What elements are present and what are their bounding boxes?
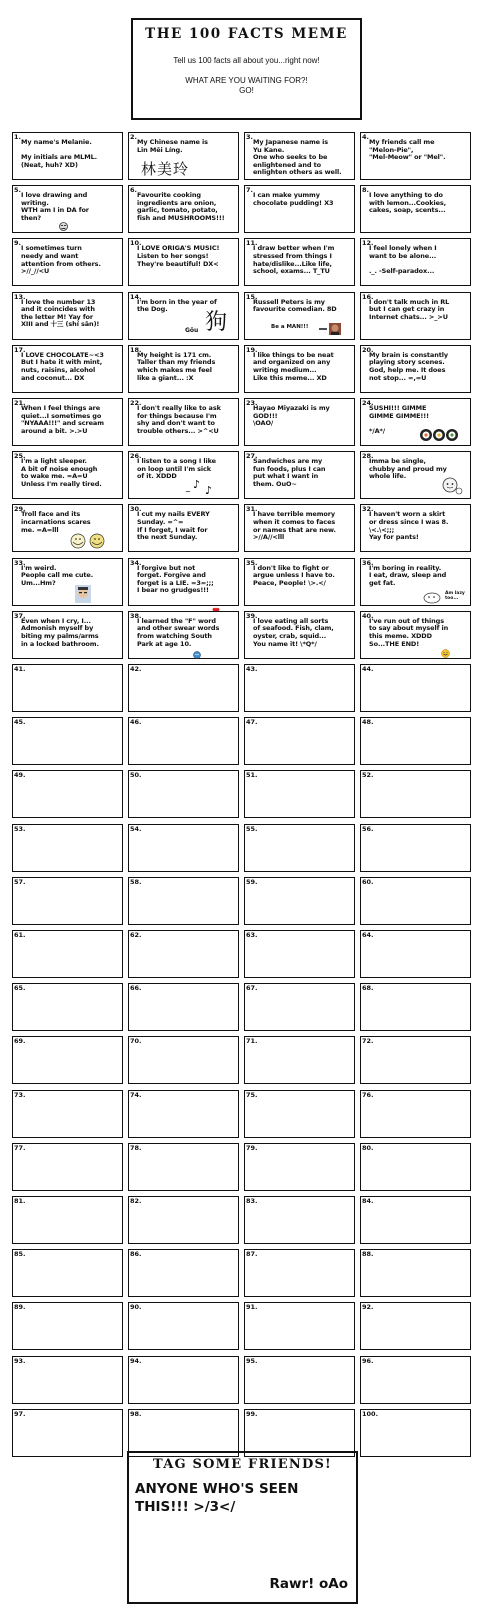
footer-title: TAG SOME FRIENDS!: [153, 1457, 332, 1472]
fact-cell: [128, 770, 239, 818]
fact-number: 68.: [362, 984, 374, 993]
fact-cell: [244, 1302, 355, 1350]
svg-text:♪: ♪: [205, 484, 213, 498]
comedian-photo-icon: [319, 320, 341, 339]
fact-cell: [360, 558, 471, 606]
svg-text:~: ~: [185, 488, 191, 497]
fact-cell: [360, 292, 471, 340]
fact-cell: [360, 132, 471, 180]
fact-number: 81.: [14, 1197, 26, 1205]
fact-text: I haven't worn a skirt or dress since I was 8. \<.\<;;; Yay for pants!: [369, 510, 449, 542]
fact-cell: [360, 1196, 471, 1244]
fact-cell: [360, 1249, 471, 1297]
fact-number: 66.: [130, 984, 142, 993]
fact-text: I like things to be neat and organized on any writing medium... Like this meme... XD: [253, 350, 334, 382]
fact-cell: [244, 770, 355, 818]
fact-cell: [244, 1196, 355, 1244]
fact-number: 5.: [14, 186, 21, 195]
fact-number: 14.: [130, 292, 142, 301]
fact-number: 91.: [246, 1303, 258, 1312]
fact-cell: [128, 185, 239, 233]
fact-cell: [128, 1143, 239, 1191]
fact-cell: [12, 770, 123, 818]
fact-cell: [12, 345, 123, 393]
fact-cell: [360, 398, 471, 446]
header-instruction: Tell us 100 facts all about you...right now!: [173, 56, 320, 65]
fact-cell: [12, 1409, 123, 1457]
fact-number: 42.: [130, 665, 142, 673]
fact-number: 51.: [246, 771, 258, 780]
fact-number: 25.: [14, 452, 26, 461]
fact-text: I don't really like to ask for things because I'm shy and don't want to trouble others... >^<U: [137, 404, 221, 435]
fact-text: Even when I cry, I... Admonish myself by biting my palms/arms in a locked bathroom.: [21, 616, 99, 648]
fact-number: 44.: [362, 665, 374, 673]
fact-number: 3.: [246, 133, 253, 141]
fact-text: I'm born in the year of the Dog.: [137, 297, 217, 314]
fact-number: 85.: [14, 1250, 26, 1259]
fact-text: My Japanese name is Yu Kane. One who seeks to be enlightened and to enlighten others as well.: [253, 138, 342, 177]
fact-text: Russell Peters is my favourite comedian. 8D: [253, 297, 337, 314]
fact-number: 16.: [362, 292, 374, 301]
fact-cell: [128, 132, 239, 180]
meme-header: [131, 18, 362, 120]
fact-cell: [244, 1090, 355, 1138]
fact-number: 70.: [130, 1037, 142, 1046]
svg-text:♪: ♪: [193, 478, 201, 492]
fact-number: 27.: [246, 452, 258, 461]
fact-cell: [360, 1090, 471, 1138]
fact-cell: [360, 611, 471, 659]
fact-text: Favourite cooking ingredients are onion, garlic, tomato, potato, fish and MUSHROOMS!!!: [137, 191, 225, 222]
fact-number: 18.: [130, 345, 142, 354]
fact-cell: [360, 504, 471, 552]
fact-cell: [244, 558, 355, 606]
fact-number: 86.: [130, 1250, 142, 1259]
fact-number: 48.: [362, 718, 374, 727]
fact-number: 71.: [246, 1037, 258, 1046]
fact-cell: [12, 292, 123, 340]
music-notes-icon: [185, 476, 221, 500]
fact-number: 30.: [130, 505, 142, 514]
fact-text: My Chinese name is Lin Mĕi Líng.: [137, 138, 208, 154]
fact-cell: [128, 1302, 239, 1350]
fact-cell: [128, 1196, 239, 1244]
fact-number: 24.: [362, 399, 374, 407]
fact-number: 96.: [362, 1356, 374, 1365]
fact-cell: [128, 398, 239, 446]
fact-number: 84.: [362, 1197, 374, 1205]
fact-cell: [128, 1356, 239, 1404]
fact-number: 22.: [130, 399, 142, 407]
fact-text: I'm weird. People call me cute. Um...Hm?: [21, 563, 94, 587]
fact-number: 6.: [130, 186, 137, 195]
fact-cell: [244, 504, 355, 552]
fact-cell: [128, 1409, 239, 1457]
fact-text: My name's Melanie. My initials are MLML. (Neat, huh? XD): [21, 138, 97, 169]
fact-cell: [360, 930, 471, 978]
fact-cell: [244, 983, 355, 1031]
fact-text: I'm a light sleeper. A bit of noise enough to wake me. =A=U Unless I'm really tired.: [21, 457, 102, 488]
fact-number: 97.: [14, 1409, 26, 1418]
fact-number: 54.: [130, 824, 142, 833]
dog-character: 狗: [205, 309, 228, 335]
fact-number: 43.: [246, 665, 258, 673]
fact-cell: [12, 877, 123, 925]
fact-number: 17.: [14, 345, 26, 354]
fact-cell: [12, 1356, 123, 1404]
fact-text: Sandwiches are my fun foods, plus I can put what I want in them. OuO~: [253, 457, 326, 488]
fact-text: I've run out of things to say about myself in this meme. XDDD So...THE END!: [369, 616, 449, 648]
fact-cell: [360, 185, 471, 233]
fact-number: 50.: [130, 771, 142, 780]
fact-cell: [12, 1143, 123, 1191]
fact-number: 56.: [362, 824, 374, 833]
fact-cell: [360, 1409, 471, 1457]
fact-number: 31.: [246, 505, 258, 514]
fact-number: 62.: [130, 931, 142, 939]
fact-cell: [244, 1356, 355, 1404]
fact-number: 58.: [130, 877, 142, 886]
fact-number: 12.: [362, 239, 374, 248]
fact-number: 99.: [246, 1409, 258, 1418]
fact-number: 60.: [362, 877, 374, 886]
fact-text: I listen to a song I like on loop until I'm sick of it. XDDD: [137, 457, 216, 481]
fact-text: I cut my nails EVERY Sunday. =^= If I forget, I wait for the next Sunday.: [137, 510, 210, 542]
fact-cell: [360, 717, 471, 765]
fact-number: 87.: [246, 1250, 258, 1259]
fact-number: 13.: [14, 292, 26, 301]
fact-cell: [12, 1249, 123, 1297]
fact-cell: [244, 664, 355, 712]
fact-cell: [244, 398, 355, 446]
fact-number: 39.: [246, 611, 258, 620]
fact-number: 40.: [362, 611, 374, 620]
fact-text: I love eating all sorts of seafood. Fish, clam, oyster, crab, squid... You name it! \*Q*/: [253, 616, 334, 648]
fact-number: 26.: [130, 452, 142, 461]
fact-cell: [128, 504, 239, 552]
fact-text: When I feel things are quiet...I sometimes go "NYAAA!!!" and scream around a bit. >.>U: [21, 404, 104, 435]
fact-cell: [244, 877, 355, 925]
fact-text: I love the number 13 and it coincides with the letter M! Yay for XIII and 十三 (shí sān)!: [21, 297, 100, 329]
fact-cell: [12, 558, 123, 606]
fact-number: 33.: [14, 558, 26, 567]
fact-number: 90.: [130, 1303, 142, 1312]
fact-text: I LOVE CHOCOLATE~<3 But I hate it with mint, nuts, raisins, alcohol and coconut... DX: [21, 350, 104, 382]
fact-text: I don't talk much in RL but I can get crazy in Internet chats... >_>U: [369, 297, 450, 321]
fact-cell: [360, 664, 471, 712]
fact-cell: [128, 238, 239, 286]
fact-number: 41.: [14, 665, 26, 673]
footer-body: ANYONE WHO'S SEEN THIS!!! >/3</: [135, 1481, 299, 1515]
fact-cell: [12, 930, 123, 978]
south-park-icon: [193, 644, 201, 663]
fact-number: 75.: [246, 1090, 258, 1099]
fact-cell: [244, 930, 355, 978]
fact-number: 89.: [14, 1303, 26, 1312]
fact-cell: [12, 504, 123, 552]
fact-cell: [12, 451, 123, 499]
fact-cell: [244, 1409, 355, 1457]
lazy-blob-icon: [423, 589, 443, 608]
fact-number: 73.: [14, 1090, 26, 1099]
fact-cell: [12, 983, 123, 1031]
cute-face-photo-icon: [75, 585, 91, 607]
fact-cell: [128, 664, 239, 712]
fact-number: 98.: [130, 1409, 142, 1418]
fact-number: 67.: [246, 984, 258, 993]
fact-text: I love drawing and writing. WTH am I in DA for then?: [21, 191, 89, 222]
fact-text: I LOVE ORIGA'S MUSIC! Listen to her songs! They're beautiful! DX<: [137, 244, 220, 268]
fact-number: 52.: [362, 771, 374, 780]
fact-number: 83.: [246, 1197, 258, 1205]
fact-number: 92.: [362, 1303, 374, 1312]
fact-cell: [360, 877, 471, 925]
fact-number: 20.: [362, 345, 374, 354]
fact-number: 32.: [362, 505, 374, 514]
fact-cell: [12, 398, 123, 446]
fact-cell: [128, 611, 239, 659]
fact-cell: [128, 717, 239, 765]
fact-number: 29.: [14, 505, 26, 514]
chinese-name-glyphs: 林美玲: [141, 160, 190, 178]
troll-face-icon: [69, 533, 109, 553]
fact-text: I have terrible memory when it comes to faces or names that are new. >//A//<lll: [253, 510, 336, 542]
fact-number: 1.: [14, 133, 21, 141]
fact-number: 57.: [14, 877, 26, 886]
fact-text: Hayao Miyazaki is my GOD!!! \OAO/: [253, 404, 330, 428]
fact-number: 21.: [14, 399, 26, 407]
fact-cell: [244, 345, 355, 393]
fact-cell: [12, 238, 123, 286]
fact-number: 61.: [14, 931, 26, 939]
fact-number: 65.: [14, 984, 26, 993]
fact-number: 63.: [246, 931, 258, 939]
fact-cell: [244, 238, 355, 286]
fact-number: 23.: [246, 399, 258, 407]
fact-cell: [128, 1036, 239, 1084]
fact-number: 59.: [246, 877, 258, 886]
fact-cell: [128, 983, 239, 1031]
fact-number: 8.: [362, 186, 369, 195]
fact-number: 95.: [246, 1356, 258, 1365]
fact-number: 35.: [246, 558, 258, 567]
fact-text: Imma be single, chubby and proud my whole life.: [369, 457, 447, 481]
fact-number: 7.: [246, 186, 253, 195]
fact-text: I love anything to do with lemon...Cookies, cakes, soap, scents...: [369, 191, 447, 215]
fact-text: My height is 171 cm. Taller than my friends which makes me feel like a giant... :X: [137, 350, 216, 382]
fact-number: 36.: [362, 558, 374, 567]
fact-cell: [128, 558, 239, 606]
fact-cell: [12, 1036, 123, 1084]
fact-cell: [244, 611, 355, 659]
fact-text: My brain is constantly playing story scenes. God, help me. It does not stop... =,=U: [369, 350, 448, 382]
fact-number: 88.: [362, 1250, 374, 1259]
fact-cell: [244, 1249, 355, 1297]
meme-title: THE 100 FACTS MEME: [145, 26, 348, 42]
fact-text: Troll face and its incarnations scares me. =A=lll: [21, 510, 91, 534]
fact-cell: [12, 611, 123, 659]
grumpy-face-icon: [59, 216, 68, 235]
fact-number: 19.: [246, 345, 258, 354]
fact-cell: [12, 1196, 123, 1244]
fact-number: 74.: [130, 1090, 142, 1099]
fact-cell: [244, 292, 355, 340]
fact-number: 77.: [14, 1143, 26, 1152]
chubby-blob-icon: [441, 476, 463, 500]
fact-number: 82.: [130, 1197, 142, 1205]
fact-cell: [12, 824, 123, 872]
fact-cell: [244, 185, 355, 233]
fact-cell: [12, 132, 123, 180]
fact-cell: [244, 132, 355, 180]
fact-number: 28.: [362, 452, 374, 461]
be-a-man-caption: Be a MAN!!!: [271, 323, 309, 330]
fact-number: 4.: [362, 133, 369, 141]
fact-text: I feel lonely when I want to be alone... ._. -Self-paradox...: [369, 244, 437, 276]
dog-pinyin: Gǒu: [185, 326, 199, 334]
fact-text: I'm boring in reality. I eat, draw, sleep and get fat.: [369, 563, 447, 587]
smiley-icon: [441, 643, 450, 662]
fact-cell: [128, 292, 239, 340]
fact-cell: [360, 983, 471, 1031]
fact-text: I forgive but not forget. Forgive and forget is a LIE. =3=;;; I bear no grudges!!!: [137, 563, 214, 595]
fact-number: 55.: [246, 824, 258, 833]
fact-cell: [244, 1143, 355, 1191]
fact-cell: [360, 824, 471, 872]
fact-cell: [360, 1143, 471, 1191]
fact-cell: [360, 451, 471, 499]
fact-cell: [360, 345, 471, 393]
header-callout: WHAT ARE YOU WAITING FOR?! GO!: [185, 76, 308, 95]
lazy-caption: Am lazy too...: [445, 590, 465, 601]
fact-text: My friends call me "Melon-Pie", "Mel-Meow" or "Mel".: [369, 138, 446, 162]
fact-cell: [128, 1090, 239, 1138]
fact-cell: [360, 238, 471, 286]
fact-cell: [128, 930, 239, 978]
fact-number: 46.: [130, 718, 142, 727]
fact-number: 11.: [246, 239, 258, 248]
fact-cell: [128, 345, 239, 393]
fact-number: 93.: [14, 1356, 26, 1365]
fact-number: 38.: [130, 611, 142, 620]
fact-number: 80.: [362, 1143, 374, 1152]
fact-number: 79.: [246, 1143, 258, 1152]
fact-cell: [244, 717, 355, 765]
fact-cell: [128, 824, 239, 872]
fact-text: I draw better when I'm stressed from things I hate/dislike...Like life, school, exams... T_TU: [253, 244, 335, 276]
fact-number: 100.: [362, 1409, 379, 1418]
fact-cell: [244, 451, 355, 499]
fact-number: 72.: [362, 1037, 374, 1046]
fact-cell: [12, 717, 123, 765]
fact-number: 94.: [130, 1356, 142, 1365]
fact-number: 64.: [362, 931, 374, 939]
fact-cell: [244, 824, 355, 872]
fact-cell: [12, 185, 123, 233]
fact-cell: [360, 1302, 471, 1350]
fact-cell: [12, 1090, 123, 1138]
fact-cell: [12, 664, 123, 712]
fact-number: 76.: [362, 1090, 374, 1099]
fact-cell: [360, 770, 471, 818]
sushi-icon: [419, 427, 459, 446]
fact-number: 2.: [130, 133, 137, 141]
fact-text: I don't like to fight or argue unless I have to. Peace, People! \>.</: [253, 563, 335, 587]
fact-cell: [128, 1249, 239, 1297]
fact-text: SUSHI!!! GIMME GIMME GIMME!!! */A*/: [369, 404, 430, 435]
fact-cell: [128, 451, 239, 499]
fact-cell: [12, 1302, 123, 1350]
fact-number: 15.: [246, 292, 258, 301]
fact-number: 78.: [130, 1143, 142, 1152]
fact-cell: [360, 1356, 471, 1404]
footer-signature: Rawr! oAo: [269, 1576, 348, 1592]
fact-text: I can make yummy chocolate pudding! X3: [253, 191, 334, 207]
meme-footer: [127, 1451, 358, 1604]
fact-cell: [244, 1036, 355, 1084]
fact-text: I learned the "F" word and other swear words from watching South Park at age 10.: [137, 616, 220, 648]
fact-number: 37.: [14, 611, 26, 620]
fact-number: 9.: [14, 239, 21, 248]
fact-text: I sometimes turn needy and want attention from others. >//_//<U: [21, 244, 101, 276]
fact-number: 69.: [14, 1037, 26, 1046]
fact-number: 53.: [14, 824, 26, 833]
fact-number: 45.: [14, 718, 26, 727]
fact-cell: [128, 877, 239, 925]
fact-number: 49.: [14, 771, 26, 780]
fact-number: 10.: [130, 239, 142, 248]
fact-number: 34.: [130, 558, 142, 567]
fact-cell: [360, 1036, 471, 1084]
fact-number: 47.: [246, 718, 258, 727]
